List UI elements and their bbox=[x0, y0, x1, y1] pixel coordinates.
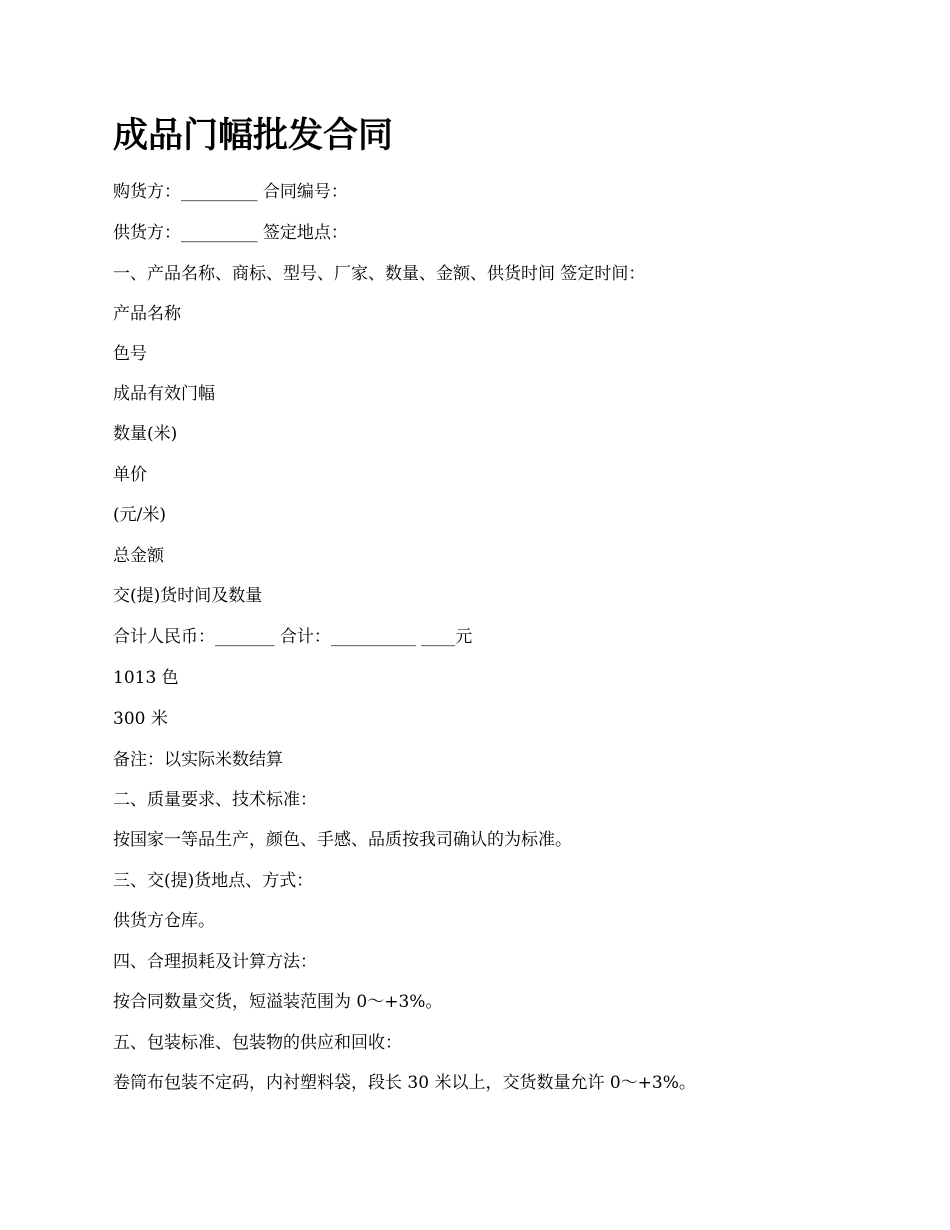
section-3-body: 供货方仓库。 bbox=[113, 911, 215, 931]
buyer-line: 购货方：_________ 合同编号： bbox=[113, 182, 348, 202]
field-total-amount: 总金额 bbox=[113, 546, 164, 566]
field-effective-width: 成品有效门幅 bbox=[113, 384, 215, 404]
field-unit-price-unit: (元/米) bbox=[113, 505, 166, 525]
document-title: 成品门幅批发合同 bbox=[113, 116, 394, 156]
field-product-name: 产品名称 bbox=[113, 304, 181, 324]
supplier-line: 供货方：_________ 签定地点： bbox=[113, 223, 348, 243]
field-color-number: 色号 bbox=[113, 344, 147, 364]
field-delivery-time: 交(提)货时间及数量 bbox=[113, 586, 263, 606]
section-5-heading: 五、包装标准、包装物的供应和回收： bbox=[113, 1033, 402, 1053]
field-quantity: 数量(米) bbox=[113, 424, 178, 444]
total-rmb-line: 合计人民币：_______ 合计：__________ ____元 bbox=[113, 627, 473, 647]
field-unit-price: 单价 bbox=[113, 465, 147, 485]
remarks-line: 备注：以实际米数结算 bbox=[113, 750, 283, 770]
quantity-value: 300 米 bbox=[113, 709, 168, 729]
section-4-heading: 四、合理损耗及计算方法： bbox=[113, 952, 317, 972]
section-2-heading: 二、质量要求、技术标准： bbox=[113, 790, 317, 810]
section-1-heading: 一、产品名称、商标、型号、厂家、数量、金额、供货时间 签定时间： bbox=[113, 264, 646, 284]
section-2-body: 按国家一等品生产，颜色、手感、品质按我司确认的为标准。 bbox=[113, 830, 572, 850]
color-value: 1013 色 bbox=[113, 668, 179, 688]
section-3-heading: 三、交(提)货地点、方式： bbox=[113, 871, 314, 891]
section-4-body: 按合同数量交货，短溢装范围为 0～+3%。 bbox=[113, 992, 443, 1012]
section-5-body: 卷筒布包装不定码，内衬塑料袋，段长 30 米以上，交货数量允许 0～+3%。 bbox=[113, 1073, 696, 1093]
